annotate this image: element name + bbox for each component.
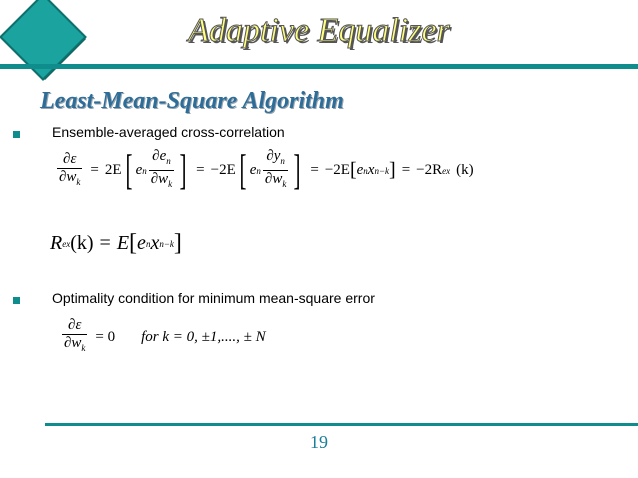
bullet-text: Ensemble-averaged cross-correlation — [52, 124, 285, 140]
page-number: 19 — [310, 432, 328, 452]
equation-cross-correlation: R ex (k) = E [ e n x n−k ] — [50, 230, 182, 256]
bullet-text: Optimality condition for minimum mean-square error — [52, 290, 375, 306]
footer-rule — [45, 423, 638, 426]
bullet-marker — [13, 297, 20, 304]
slide-title: Adaptive Equalizer — [188, 12, 450, 49]
fraction: $\frac{\partial\varepsilon}{\partial w_k}$ — [59, 150, 81, 187]
equation-optimality: $\frac{\partial\varepsilon}{\partial w_k}$ = 0 for k = 0, ±1,...., ± N — [60, 317, 266, 357]
equation-gradient: $\frac{\partial\varepsilon}{\partial w_k}$ = 2E [ e n $\frac{\partial e_n}{\partial w_k}$ ] = −2E [ e n $\frac{\partial y_n}{\partial w_k}$ ] = −2E [ e n x n−k ] = −2R ex (k) — [59, 147, 474, 194]
header-rule — [0, 64, 638, 69]
bullet-marker — [13, 131, 20, 138]
fraction: $\frac{\partial y_n}{\partial w_k}$ — [264, 148, 287, 189]
slide-subtitle: Least-Mean-Square Algorithm — [40, 88, 344, 114]
fraction: $\frac{\partial\varepsilon}{\partial w_k}$ — [64, 317, 86, 353]
fraction: $\frac{\partial e_n}{\partial w_k}$ — [150, 148, 173, 189]
